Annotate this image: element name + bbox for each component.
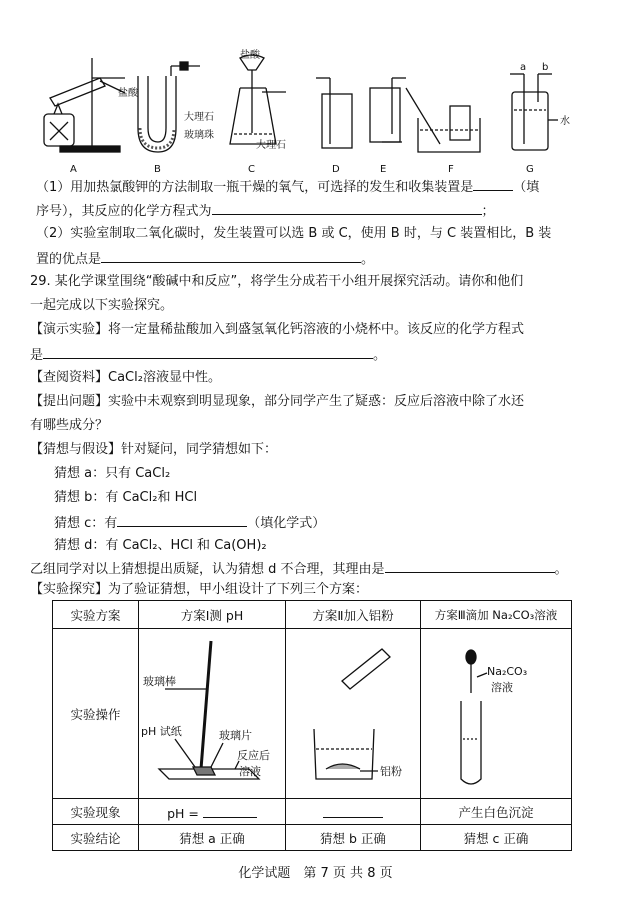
apparatus-f xyxy=(406,88,480,152)
apparatus-e xyxy=(370,78,406,142)
table-header-row xyxy=(53,601,572,629)
op1-after1-label: 反应后 xyxy=(237,749,270,762)
q2-line1: （2）实验室制取二氧化碳时，发生装置可以选 B 或 C，使用 B 时，与 C 装置相比，B 装 xyxy=(36,226,552,241)
na2co3-illustration xyxy=(421,629,571,795)
c-acid-label: 盐酸 xyxy=(240,50,260,61)
apparatus-c xyxy=(230,55,286,144)
q29-hypo: 【猜想与假设】针对疑问，同学猜想如下： xyxy=(30,442,278,457)
g-a-label: a xyxy=(520,62,527,73)
label-f: F xyxy=(448,164,454,175)
q29-explore: 【实验探究】为了验证猜想，甲小组设计了下列三个方案： xyxy=(30,582,369,597)
b-beads-label: 玻璃珠 xyxy=(184,130,214,141)
objection-blank[interactable] xyxy=(385,558,555,573)
q29-blank-equation[interactable] xyxy=(43,344,373,359)
row-label: 实验操作 xyxy=(53,629,139,799)
phen1-cell: pH = xyxy=(139,799,286,825)
q29-demo2: 是 。 xyxy=(30,344,386,366)
q29-intro1: 29. 某化学课堂围绕“酸碱中和反应”，将学生分成若干小组开展探究活动。请你和他们 xyxy=(30,274,524,289)
apparatus-d xyxy=(316,78,352,148)
label-c: C xyxy=(248,164,255,175)
header-cell: 方案Ⅲ滴加 Na₂CO₃溶液 xyxy=(421,601,572,629)
op1-rod-label: 玻璃棒 xyxy=(143,675,176,688)
apparatus-a xyxy=(44,58,125,152)
q29-problem2: 有哪些成分？ xyxy=(30,418,109,433)
ph-value-blank[interactable] xyxy=(203,803,257,818)
header-cell: 方案Ⅱ加入铝粉 xyxy=(286,601,421,629)
op3-cell xyxy=(421,629,572,799)
phen2-blank[interactable] xyxy=(323,803,383,818)
op1-plate-label: 玻璃片 xyxy=(219,729,252,742)
op3-na-label: Na₂CO₃ xyxy=(487,665,528,678)
aluminum-illustration xyxy=(286,629,420,795)
q29-demo1: 【演示实验】将一定量稀盐酸加入到盛氢氧化钙溶液的小烧杯中。该反应的化学方程式 xyxy=(30,322,525,337)
guess-c: 猜想 c：有 （填化学式） xyxy=(54,512,325,534)
apparatus-g xyxy=(510,74,558,150)
concl-cell: 猜想 b 正确 xyxy=(286,825,421,851)
experiment-table xyxy=(52,600,572,851)
op1-after2-label: 溶液 xyxy=(239,765,261,778)
b-marble-label: 大理石 xyxy=(184,112,214,123)
label-g: G xyxy=(526,164,534,175)
op3-sol-label: 溶液 xyxy=(491,681,513,694)
guess-c-blank[interactable] xyxy=(117,512,247,527)
q29-problem1: 【提出问题】实验中未观察到明显现象，部分同学产生了疑惑：反应后溶液中除了水还 xyxy=(30,394,525,409)
q29-intro2: 一起完成以下实验探究。 xyxy=(30,298,174,313)
q1-blank-apparatus[interactable] xyxy=(473,176,513,191)
ph-test-illustration xyxy=(139,629,285,795)
guess-b: 猜想 b：有 CaCl₂和 HCl xyxy=(54,490,198,505)
op1-cell xyxy=(139,629,286,799)
b-acid-label: 盐酸 xyxy=(118,88,138,99)
page-footer: 化学试题 第 7 页 共 8 页 xyxy=(238,866,393,881)
label-d: D xyxy=(332,164,340,175)
table-row-operation xyxy=(53,629,572,799)
op2-cell xyxy=(286,629,421,799)
phen2-cell xyxy=(286,799,421,825)
guess-d: 猜想 d：有 CaCl₂、HCl 和 Ca(OH)₂ xyxy=(54,538,267,553)
apparatus-diagram xyxy=(30,48,590,178)
label-e: E xyxy=(380,164,387,175)
op1-paper-label: pH 试纸 xyxy=(141,725,182,738)
table-row-phenomenon xyxy=(53,799,572,825)
table-row-conclusion xyxy=(53,825,572,851)
op2-al-label: 铝粉 xyxy=(380,765,402,778)
q2-blank-advantage[interactable] xyxy=(101,248,361,263)
q29-info: 【查阅资料】CaCl₂溶液显中性。 xyxy=(30,370,221,385)
q1-line2: 序号），其反应的化学方程式为 ； xyxy=(36,200,495,222)
q1-blank-equation[interactable] xyxy=(212,200,482,215)
c-marble-label: 大理石 xyxy=(256,140,286,151)
label-b: B xyxy=(154,164,161,175)
guess-a: 猜想 a：只有 CaCl₂ xyxy=(54,466,171,481)
g-water-label: 水 xyxy=(560,116,570,127)
concl-cell: 猜想 a 正确 xyxy=(139,825,286,851)
header-cell: 实验方案 xyxy=(53,601,139,629)
header-cell: 方案Ⅰ测 pH xyxy=(139,601,286,629)
row-label: 实验结论 xyxy=(53,825,139,851)
row-label: 实验现象 xyxy=(53,799,139,825)
concl-cell: 猜想 c 正确 xyxy=(421,825,572,851)
phen3-cell: 产生白色沉淀 xyxy=(421,799,572,825)
g-b-label: b xyxy=(542,62,549,73)
q1-line1: （1）用加热氯酸钾的方法制取一瓶干燥的氧气，可选择的发生和收集装置是 （填 xyxy=(36,176,539,198)
q2-line2: 置的优点是 。 xyxy=(36,248,374,270)
q29-objection: 乙组同学对以上猜想提出质疑，认为猜想 d 不合理，其理由是 。 xyxy=(30,558,568,580)
label-a: A xyxy=(70,164,77,175)
